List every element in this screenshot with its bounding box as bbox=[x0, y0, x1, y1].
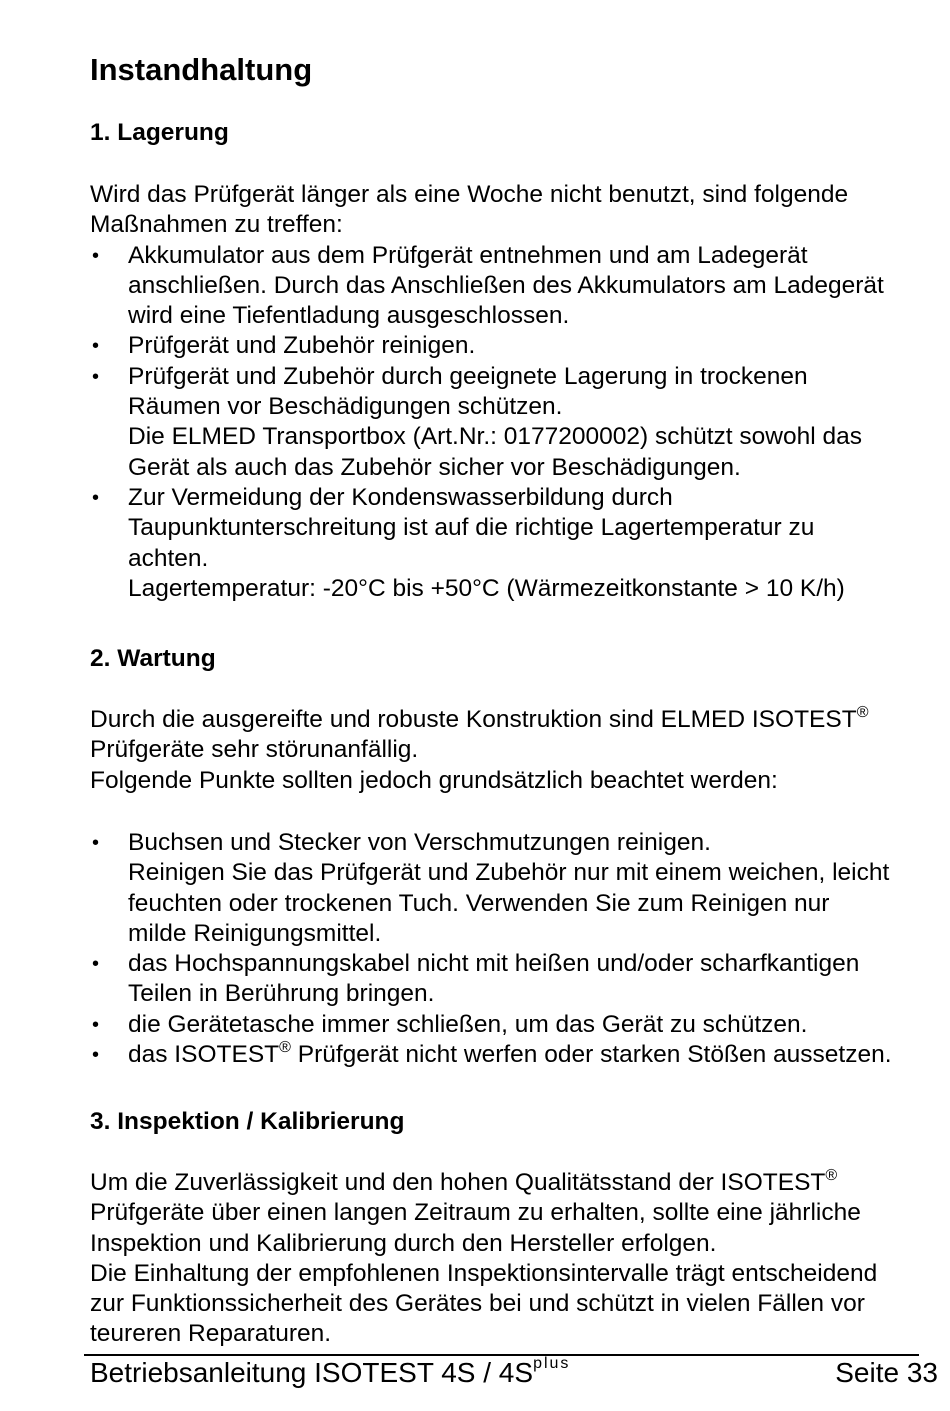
text-line bbox=[90, 1168, 950, 1198]
list-item bbox=[90, 331, 950, 361]
list-item bbox=[90, 949, 950, 1010]
wartung-list bbox=[90, 828, 950, 1070]
section-inspektion bbox=[90, 1107, 950, 1137]
text-line: Durch die ausgereifte und robuste Konstruktion sind ELMED ISOTEST bbox=[90, 706, 857, 733]
text-line: wird eine Tiefentladung ausgeschlossen. bbox=[128, 302, 570, 330]
list-item bbox=[90, 828, 950, 949]
text-line: Gerät als auch das Zubehör sicher vor Beschädigungen. bbox=[128, 453, 741, 481]
footer-plus-superscript: plus bbox=[533, 1355, 571, 1372]
lagerung-list bbox=[90, 241, 950, 605]
registered-mark: ® bbox=[856, 704, 869, 721]
list-item bbox=[90, 362, 950, 483]
text-line: Die Einhaltung der empfohlenen Inspektionsintervalle trägt entscheidend bbox=[90, 1259, 878, 1287]
text-line: das ISOTEST bbox=[128, 1041, 280, 1069]
text-line: Lagertemperatur: -20°C bis +50°C (Wärmezeitkonstante > 10 K/h) bbox=[128, 574, 845, 602]
text-line: Zur Vermeidung der Kondenswasserbildung durch bbox=[128, 483, 673, 511]
text-line: feuchten oder trockenen Tuch. Verwenden Sie zum Reinigen nur bbox=[128, 889, 830, 917]
inspektion-body bbox=[90, 1168, 950, 1350]
text-line: Prüfgerät und Zubehör durch geeignete Lagerung in trockenen bbox=[128, 362, 808, 390]
bullet-icon: • bbox=[92, 365, 100, 388]
text-line: Akkumulator aus dem Prüfgerät entnehmen und am Ladegerät bbox=[128, 241, 808, 269]
text-line: teureren Reparaturen. bbox=[90, 1320, 332, 1348]
text-line: anschließen. Durch das Anschließen des Akkumulators am Ladegerät bbox=[128, 271, 884, 299]
lagerung-intro bbox=[90, 180, 950, 604]
bullet-icon: • bbox=[92, 244, 100, 267]
text-line: die Gerätetasche immer schließen, um das Gerät zu schützen. bbox=[128, 1010, 808, 1038]
footer-manual-title bbox=[90, 1356, 570, 1390]
text-line: Folgende Punkte sollten jedoch grundsätzlich beachtet werden: bbox=[90, 766, 778, 794]
bullet-icon: • bbox=[92, 953, 100, 976]
text-line: Reinigen Sie das Prüfgerät und Zubehör nur mit einem weichen, leicht bbox=[128, 859, 890, 887]
list-item bbox=[90, 241, 950, 332]
list-item bbox=[90, 1040, 950, 1070]
wartung-intro bbox=[90, 705, 950, 796]
section-lagerung bbox=[90, 118, 950, 148]
text-line bbox=[128, 1040, 950, 1070]
section-heading: 1. Lagerung bbox=[90, 119, 229, 146]
section-heading: 2. Wartung bbox=[90, 645, 216, 672]
bullet-icon: • bbox=[92, 486, 100, 509]
text-line: Prüfgerät und Zubehör reinigen. bbox=[128, 332, 476, 360]
text-line: Buchsen und Stecker von Verschmutzungen reinigen. bbox=[128, 829, 711, 856]
registered-mark: ® bbox=[825, 1167, 838, 1184]
text-line: Die ELMED Transportbox (Art.Nr.: 0177200002) schützt sowohl das bbox=[128, 423, 862, 451]
text-line: Taupunktunterschreitung ist auf die richtige Lagertemperatur zu bbox=[128, 514, 815, 542]
text-line: Um die Zuverlässigkeit und den hohen Qualitätsstand der ISOTEST bbox=[90, 1169, 826, 1196]
text-line: Wird das Prüfgerät länger als eine Woche nicht benutzt, sind folgende bbox=[90, 181, 849, 208]
text-line: milde Reinigungsmittel. bbox=[128, 919, 382, 947]
text-line: zur Funktionssicherheit des Gerätes bei und schützt in vielen Fällen vor bbox=[90, 1290, 865, 1318]
section-wartung bbox=[90, 644, 950, 674]
text-line: das Hochspannungskabel nicht mit heißen und/oder scharfkantigen bbox=[128, 950, 860, 978]
registered-mark: ® bbox=[279, 1039, 291, 1057]
text-line: Maßnahmen zu treffen: bbox=[90, 211, 343, 239]
section-heading: 3. Inspektion / Kalibrierung bbox=[90, 1108, 405, 1135]
text-line: Prüfgerät nicht werfen oder starken Stößen aussetzen. bbox=[290, 1041, 892, 1069]
text-line: Teilen in Berührung bringen. bbox=[128, 980, 435, 1008]
bullet-icon: • bbox=[92, 335, 100, 358]
footer-title-text: Betriebsanleitung ISOTEST 4S / 4S bbox=[90, 1357, 534, 1388]
wartung-list-block bbox=[90, 828, 950, 1070]
list-item bbox=[90, 1010, 950, 1040]
text-line: achten. bbox=[128, 544, 209, 572]
text-line: Räumen vor Beschädigungen schützen. bbox=[128, 393, 563, 421]
list-item bbox=[90, 483, 950, 604]
page-title: Instandhaltung bbox=[90, 52, 313, 87]
bullet-icon: • bbox=[92, 832, 100, 854]
text-line: Inspektion und Kalibrierung durch den Hersteller erfolgen. bbox=[90, 1229, 717, 1257]
text-line bbox=[90, 705, 950, 735]
text-line: Prüfgeräte sehr störunanfällig. bbox=[90, 736, 419, 764]
bullet-icon: • bbox=[92, 1044, 100, 1067]
text-line: Prüfgeräte über einen langen Zeitraum zu erhalten, sollte eine jährliche bbox=[90, 1199, 861, 1227]
bullet-icon: • bbox=[92, 1013, 100, 1036]
page-number: Seite 33 bbox=[835, 1357, 938, 1388]
